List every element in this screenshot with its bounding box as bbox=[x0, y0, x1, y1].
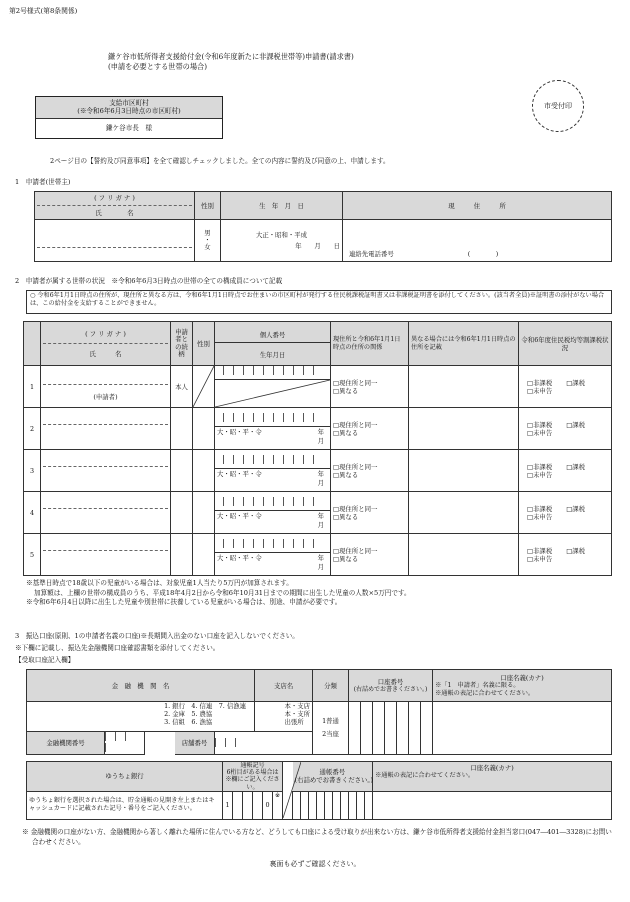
tax-check[interactable]: □課税 bbox=[566, 504, 586, 513]
birth-month: 月 bbox=[317, 478, 324, 487]
diff-address-field[interactable] bbox=[409, 534, 519, 576]
h-mynum: 個人番号 bbox=[215, 329, 330, 343]
bank-table bbox=[26, 669, 612, 755]
tax-check[interactable]: □課税 bbox=[566, 378, 586, 387]
account-holder-field[interactable] bbox=[433, 702, 612, 755]
relation-self: 本人 bbox=[171, 366, 193, 408]
acct-digit-6[interactable] bbox=[409, 702, 421, 755]
tax-check[interactable]: □課税 bbox=[566, 462, 586, 471]
birth-era: 大・昭・平・令 bbox=[217, 427, 262, 436]
household-table bbox=[23, 321, 612, 576]
symbol-digit-1: 1 bbox=[223, 791, 233, 819]
gender-field[interactable] bbox=[193, 492, 215, 534]
type-label: 分類 bbox=[313, 670, 349, 702]
h-diff-address: 異なる場合には令和6年1月1日時点の住所を記載 bbox=[409, 322, 519, 366]
passbook-sub: (右詰めでお書きください。) bbox=[294, 776, 374, 785]
member-name-field[interactable] bbox=[41, 408, 171, 450]
acct-digit-1[interactable] bbox=[349, 702, 361, 755]
holder-label: 口座名義(カナ) bbox=[500, 673, 544, 682]
h-gender: 性別 bbox=[193, 322, 215, 366]
phone-label: 連絡先電話番号 bbox=[349, 250, 394, 258]
tax-status-field[interactable] bbox=[519, 450, 612, 492]
mynum-birth-field[interactable] bbox=[215, 450, 331, 492]
passbook-digit[interactable] bbox=[365, 791, 373, 819]
bank-type-options[interactable]: 1. 銀行 4. 信連 7. 信漁連 2. 金庫 5. 農協 3. 信組 6. 漁協 bbox=[164, 702, 247, 726]
payer-line2: (※令和6年6月3日時点の市区町村) bbox=[77, 107, 181, 116]
birth-year: 年 bbox=[317, 511, 324, 520]
birth-era: 大・昭・平・令 bbox=[217, 553, 262, 562]
acct-digit-3[interactable] bbox=[373, 702, 385, 755]
relation-field[interactable] bbox=[171, 534, 193, 576]
household-notes bbox=[26, 579, 411, 608]
birth-month: 月 bbox=[317, 562, 324, 571]
birth-month: 月 bbox=[317, 436, 324, 445]
holder-note2: ※通帳の表記に合わせてください。 bbox=[435, 689, 535, 697]
name-label: 氏 名 bbox=[95, 209, 134, 217]
birth-era: 大・昭・平・令 bbox=[217, 511, 262, 520]
undeclared-check[interactable]: □未申告 bbox=[527, 386, 553, 395]
section3-sub: ※下欄に記載し、振込先金融機関口座確認書類を添付してください。 bbox=[15, 644, 220, 652]
diff-check[interactable]: □異なる bbox=[333, 512, 359, 521]
nontax-check[interactable]: □非課税 bbox=[527, 504, 553, 513]
bank-name-field[interactable] bbox=[27, 702, 255, 732]
h-relation: 申請者との続柄 bbox=[171, 322, 193, 366]
passbook-digit[interactable] bbox=[333, 791, 341, 819]
diff-address-field[interactable] bbox=[409, 492, 519, 534]
acct-digit-7[interactable] bbox=[421, 702, 433, 755]
section3-heading: 3 振込口座(原則、1の申請者名義の口座)※長期間入出金のない口座を記入しないでください。 bbox=[15, 632, 299, 640]
bank-code-label: 金融機関番号 bbox=[27, 732, 105, 755]
tax-status-field[interactable] bbox=[519, 534, 612, 576]
passbook-label: 通帳番号 bbox=[319, 768, 346, 777]
divider-cell bbox=[283, 762, 293, 820]
tax-status-field[interactable] bbox=[519, 408, 612, 450]
row-number: 4 bbox=[24, 492, 41, 534]
birth-year: 年 bbox=[317, 427, 324, 436]
yucho-holder-label: 口座名義(カナ) bbox=[470, 764, 514, 772]
passbook-digit[interactable] bbox=[349, 791, 357, 819]
account-type-options[interactable]: 1普通 2当座 bbox=[313, 702, 349, 755]
symbol-label: 通帳記号 bbox=[240, 762, 265, 769]
diff-check[interactable]: □異なる bbox=[333, 470, 359, 479]
gender-label: 性別 bbox=[195, 192, 221, 220]
branch-code-field[interactable] bbox=[215, 732, 313, 755]
relation-field[interactable] bbox=[171, 450, 193, 492]
nontax-check[interactable]: □非課税 bbox=[527, 420, 553, 429]
symbol-digit-5: 0 bbox=[263, 791, 273, 819]
undeclared-check[interactable]: □未申告 bbox=[527, 554, 553, 563]
acct-digit-5[interactable] bbox=[397, 702, 409, 755]
row-number: 2 bbox=[24, 408, 41, 450]
applicant-name-field[interactable] bbox=[35, 220, 195, 262]
same-check[interactable]: □現住所と同一 bbox=[333, 462, 378, 471]
gender-field[interactable] bbox=[193, 366, 215, 408]
mynum-birth-field[interactable] bbox=[215, 534, 331, 576]
gender-field[interactable] bbox=[193, 534, 215, 576]
same-check[interactable]: □現住所と同一 bbox=[333, 378, 378, 387]
relation-field[interactable] bbox=[171, 408, 193, 450]
footer-note: ※ 金融機関の口座がない方、金融機関から著しく離れた場所に住んでいる方など、どうしても口座による受け取りが出来ない方は、鎌ケ谷市低所得者支援給付金担当窓口(047―401―3328)にお問い合わせください。 bbox=[22, 828, 612, 846]
applicant-marker: (申請者) bbox=[93, 392, 118, 401]
account-label: 【受取口座記入欄】 bbox=[15, 656, 75, 664]
branch-label: 支店名 bbox=[255, 670, 313, 702]
symbol-digit-4[interactable] bbox=[253, 791, 263, 819]
table-row bbox=[24, 366, 612, 408]
undeclared-check[interactable]: □未申告 bbox=[527, 428, 553, 437]
account-no-sub: (右詰めでお書きください。) bbox=[353, 685, 428, 693]
account-no-label: 口座番号 bbox=[377, 677, 404, 686]
symbol-digit-2[interactable] bbox=[233, 791, 243, 819]
nontax-check[interactable]: □非課税 bbox=[527, 546, 553, 555]
address-label: 現 住 所 bbox=[343, 192, 612, 220]
h-addr-relation: 現住所と令和6年1月1日時点の住所の関係 bbox=[331, 322, 409, 366]
section2-heading: 2 申請者が属する世帯の状況 ※令和6年6月3日時点の世帯の全ての構成員について記載 bbox=[15, 277, 283, 285]
same-check[interactable]: □現住所と同一 bbox=[333, 546, 378, 555]
symbol-sub: 6桁目がある場合は※欄にご記入ください。 bbox=[225, 769, 280, 791]
bank-name-label: 金 融 機 関 名 bbox=[27, 670, 255, 702]
table-row bbox=[24, 450, 612, 492]
acct-digit-4[interactable] bbox=[385, 702, 397, 755]
h-tax-status: 令和6年度住民税均等割課税状況 bbox=[519, 322, 612, 366]
reception-stamp bbox=[532, 80, 584, 132]
relation-field[interactable] bbox=[171, 492, 193, 534]
bank-code-field[interactable] bbox=[105, 732, 145, 755]
address-relation-field[interactable] bbox=[331, 534, 409, 576]
birth-year: 年 bbox=[317, 469, 324, 478]
title-line2: (申請を必要とする世帯の場合) bbox=[108, 62, 208, 72]
table-row bbox=[24, 408, 612, 450]
address-relation-field[interactable] bbox=[331, 408, 409, 450]
yucho-table bbox=[26, 761, 612, 820]
branch-field[interactable] bbox=[255, 702, 313, 732]
branch-code-label: 店舗番号 bbox=[175, 732, 215, 755]
diff-check[interactable]: □異なる bbox=[333, 386, 359, 395]
diff-address-field[interactable] bbox=[409, 408, 519, 450]
passbook-digit[interactable] bbox=[301, 791, 309, 819]
passbook-digit[interactable] bbox=[309, 791, 317, 819]
form-title bbox=[108, 52, 354, 72]
diff-address-field[interactable] bbox=[409, 450, 519, 492]
note-1: ※基準日時点で18歳以下の児童がいる場合は、対象児童1人当たり5万円が加算されます。 bbox=[26, 579, 293, 587]
birth-month: 月 bbox=[317, 520, 324, 529]
phone-paren: ( ) bbox=[467, 250, 499, 258]
address-relation-field[interactable] bbox=[331, 366, 409, 408]
mynum-birth-field[interactable] bbox=[215, 408, 331, 450]
passbook-digit[interactable] bbox=[317, 791, 325, 819]
address-relation-field[interactable] bbox=[331, 492, 409, 534]
page-footer: 裏面も必ずご確認ください。 bbox=[269, 860, 361, 868]
form-id: 第2号様式(第8条関係) bbox=[9, 7, 78, 15]
payer-addressee: 鎌ケ谷市長 様 bbox=[105, 124, 153, 132]
gender-field[interactable] bbox=[193, 408, 215, 450]
table-row bbox=[24, 534, 612, 576]
birth-year: 年 bbox=[317, 553, 324, 562]
mynum-birth-field[interactable] bbox=[215, 492, 331, 534]
diff-address-field[interactable] bbox=[409, 366, 519, 408]
birth-label: 生 年 月 日 bbox=[221, 192, 343, 220]
symbol-digit-3[interactable] bbox=[243, 791, 253, 819]
h-furigana: ( フ リ ガ ナ ) bbox=[43, 330, 168, 344]
payer-line1: 支給市区町村 bbox=[109, 99, 149, 107]
acct-digit-2[interactable] bbox=[361, 702, 373, 755]
yucho-holder-note: ※通帳の表記に合わせてください。 bbox=[375, 772, 475, 779]
consent-text: 2ページ目の【誓約及び同意事項】を全て確認しチェックしました。全ての内容に誓約及び同意の上、申請します。 bbox=[50, 157, 390, 165]
undeclared-check[interactable]: □未申告 bbox=[527, 512, 553, 521]
furigana-label: ( フ リ ガ ナ ) bbox=[37, 194, 192, 206]
gender-field[interactable] bbox=[193, 450, 215, 492]
tax-check[interactable]: □課税 bbox=[566, 420, 586, 429]
section2-note: ○ 令和6年1月1日時点の住所が、現住所と異なる方は、令和6年1月1日時点でお住まいの市区町村が発行する住民税課税証明書又は非課税証明書を添付してください。(該当者全員)※証明書の添付がない場合は、この給付金を支給することができません。 bbox=[26, 290, 612, 314]
symbol-digit-6[interactable]: ※ bbox=[273, 791, 283, 819]
passbook-digit[interactable] bbox=[325, 791, 333, 819]
tax-check[interactable]: □課税 bbox=[566, 546, 586, 555]
member-name-field[interactable] bbox=[41, 450, 171, 492]
tax-status-field[interactable] bbox=[519, 492, 612, 534]
note-2: 加算額は、上欄の世帯の構成員のうち、平成18年4月2日から令和6年10月31日までの期間に出生した児童の人数×5万円です。 bbox=[34, 588, 411, 597]
member-name-field[interactable] bbox=[41, 492, 171, 534]
passbook-digit[interactable] bbox=[293, 791, 301, 819]
row-number: 1 bbox=[24, 366, 41, 408]
passbook-digit[interactable] bbox=[341, 791, 349, 819]
undeclared-check[interactable]: □未申告 bbox=[527, 470, 553, 479]
branch-type-options[interactable]: 本・支店 本・支所 出張所 bbox=[284, 702, 311, 726]
section1-heading: 1 申請者(世帯主) bbox=[15, 178, 71, 186]
passbook-digit[interactable] bbox=[357, 791, 365, 819]
mynum-birth-field[interactable] bbox=[215, 366, 331, 408]
h-name: 氏 名 bbox=[89, 349, 122, 358]
birth-field[interactable] bbox=[221, 220, 343, 262]
row-number: 3 bbox=[24, 450, 41, 492]
nontax-check[interactable]: □非課税 bbox=[527, 378, 553, 387]
yucho-label: ゆうちょ銀行 bbox=[27, 762, 223, 792]
gender-options[interactable]: 男 ・ 女 bbox=[195, 220, 221, 262]
applicant-table bbox=[34, 191, 612, 262]
member-name-field[interactable] bbox=[41, 534, 171, 576]
holder-note1: ※「1 申請者」名義に限る。 bbox=[435, 681, 520, 689]
table-row bbox=[24, 492, 612, 534]
h-birth: 生年月日 bbox=[259, 350, 286, 359]
nontax-check[interactable]: □非課税 bbox=[527, 462, 553, 471]
address-field[interactable] bbox=[343, 220, 612, 262]
same-check[interactable]: □現住所と同一 bbox=[333, 504, 378, 513]
member-name-field[interactable] bbox=[41, 366, 171, 408]
row-number: 5 bbox=[24, 534, 41, 576]
title-line1: 鎌ケ谷市低所得者支援給付金(令和6年度新たに非課税世帯等)申請書(請求書) bbox=[108, 52, 354, 61]
diff-check[interactable]: □異なる bbox=[333, 428, 359, 437]
birth-era: 大・昭・平・令 bbox=[217, 469, 262, 478]
birth-era: 大正・昭和・平成 bbox=[255, 231, 308, 239]
birth-ymd: 年 月 日 bbox=[295, 242, 340, 250]
yucho-holder-field[interactable] bbox=[373, 791, 612, 819]
address-relation-field[interactable] bbox=[331, 450, 409, 492]
payer-box bbox=[35, 96, 223, 139]
same-check[interactable]: □現住所と同一 bbox=[333, 420, 378, 429]
note-3: ※令和6年6月4日以降に出生した児童や別世帯に扶養している児童がいる場合は、別途、申請が必要です。 bbox=[26, 598, 342, 607]
tax-status-field[interactable] bbox=[519, 366, 612, 408]
stamp-label: 市受付印 bbox=[544, 102, 572, 110]
yucho-note: ゆうちょ銀行を選択された場合は、貯金通帳の見開き左上またはキャッシュカードに記載された記号・番号をご記入ください。 bbox=[27, 791, 223, 819]
diff-check[interactable]: □異なる bbox=[333, 554, 359, 563]
